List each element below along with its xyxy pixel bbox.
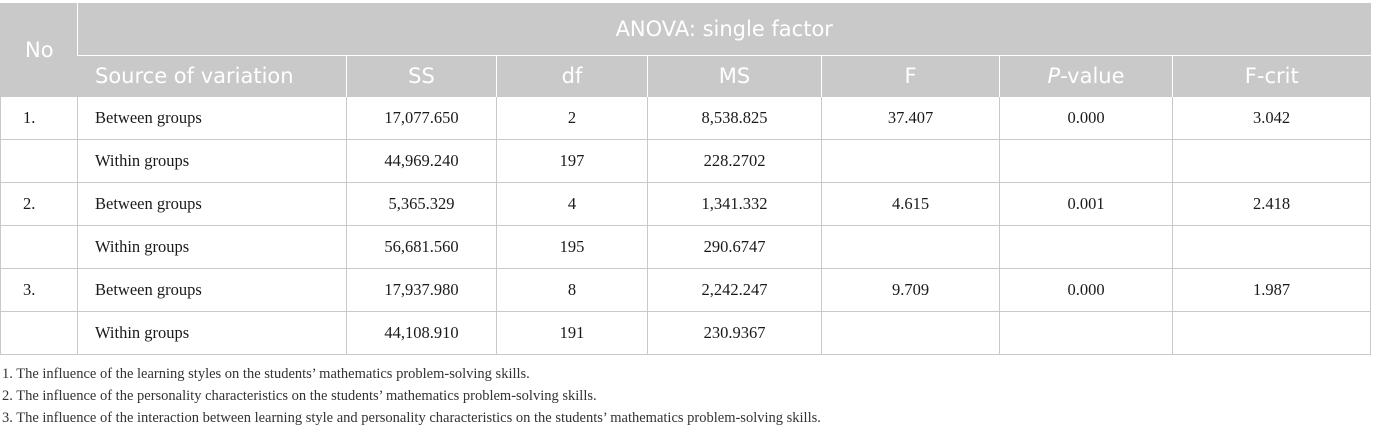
cell-p-value: 0.000 xyxy=(1000,269,1173,312)
cell-f-crit: 2.418 xyxy=(1173,183,1371,226)
cell-ss: 5,365.329 xyxy=(347,183,497,226)
column-header-ms: MS xyxy=(648,56,822,97)
column-header-no: No xyxy=(1,3,78,97)
table-row xyxy=(1,312,1371,355)
cell-df: 197 xyxy=(497,140,648,183)
cell-ss: 17,077.650 xyxy=(347,97,497,140)
cell-f-crit: 3.042 xyxy=(1173,97,1371,140)
cell-p-value xyxy=(1000,226,1173,269)
cell-f-crit: 1.987 xyxy=(1173,269,1371,312)
cell-f xyxy=(822,312,1000,355)
cell-ss: 17,937.980 xyxy=(347,269,497,312)
cell-ms: 230.9367 xyxy=(648,312,822,355)
table-footnotes xyxy=(2,363,821,429)
cell-source: Between groups xyxy=(78,97,347,140)
cell-f-crit xyxy=(1173,140,1371,183)
cell-no xyxy=(1,140,78,183)
cell-f xyxy=(822,226,1000,269)
header-row-columns xyxy=(1,56,1371,97)
header-row-title xyxy=(1,3,1371,56)
cell-source: Within groups xyxy=(78,312,347,355)
cell-f: 9.709 xyxy=(822,269,1000,312)
cell-f-crit xyxy=(1173,226,1371,269)
cell-ss: 56,681.560 xyxy=(347,226,497,269)
cell-df: 8 xyxy=(497,269,648,312)
footnote-1: 1. The influence of the learning styles on the students’ mathematics problem-solving skills. xyxy=(2,366,530,382)
table-row xyxy=(1,269,1371,312)
footnote-3: 3. The influence of the interaction between learning style and personality characteristics on the students’ mathematics problem-solving skills. xyxy=(2,410,821,426)
cell-p-value: 0.000 xyxy=(1000,97,1173,140)
table-row xyxy=(1,226,1371,269)
cell-p-value xyxy=(1000,312,1173,355)
cell-source: Within groups xyxy=(78,226,347,269)
cell-no xyxy=(1,226,78,269)
cell-ms: 1,341.332 xyxy=(648,183,822,226)
column-header-df: df xyxy=(497,56,648,97)
column-header-ss: SS xyxy=(347,56,497,97)
table-title: ANOVA: single factor xyxy=(78,3,1371,56)
cell-ms: 2,242.247 xyxy=(648,269,822,312)
cell-df: 4 xyxy=(497,183,648,226)
cell-no: 1. xyxy=(1,97,78,140)
cell-f: 4.615 xyxy=(822,183,1000,226)
cell-f-crit xyxy=(1173,312,1371,355)
cell-ms: 8,538.825 xyxy=(648,97,822,140)
cell-no xyxy=(1,312,78,355)
cell-ms: 228.2702 xyxy=(648,140,822,183)
footnote-2: 2. The influence of the personality characteristics on the students’ mathematics problem-solving skills. xyxy=(2,388,597,404)
table-row xyxy=(1,140,1371,183)
cell-source: Within groups xyxy=(78,140,347,183)
cell-df: 191 xyxy=(497,312,648,355)
cell-source: Between groups xyxy=(78,183,347,226)
cell-ss: 44,108.910 xyxy=(347,312,497,355)
cell-no: 3. xyxy=(1,269,78,312)
cell-p-value: 0.001 xyxy=(1000,183,1173,226)
p-value-italic: P xyxy=(1047,64,1061,88)
cell-no: 2. xyxy=(1,183,78,226)
cell-ss: 44,969.240 xyxy=(347,140,497,183)
cell-ms: 290.6747 xyxy=(648,226,822,269)
column-header-source: Source of variation xyxy=(78,56,347,97)
table-row xyxy=(1,97,1371,140)
cell-df: 2 xyxy=(497,97,648,140)
anova-table xyxy=(0,3,1371,355)
cell-f: 37.407 xyxy=(822,97,1000,140)
p-value-suffix: -value xyxy=(1060,64,1125,88)
column-header-p-value xyxy=(1000,56,1173,97)
cell-p-value xyxy=(1000,140,1173,183)
cell-df: 195 xyxy=(497,226,648,269)
cell-f xyxy=(822,140,1000,183)
column-header-f-crit: F-crit xyxy=(1173,56,1371,97)
cell-source: Between groups xyxy=(78,269,347,312)
table-row xyxy=(1,183,1371,226)
column-header-f: F xyxy=(822,56,1000,97)
